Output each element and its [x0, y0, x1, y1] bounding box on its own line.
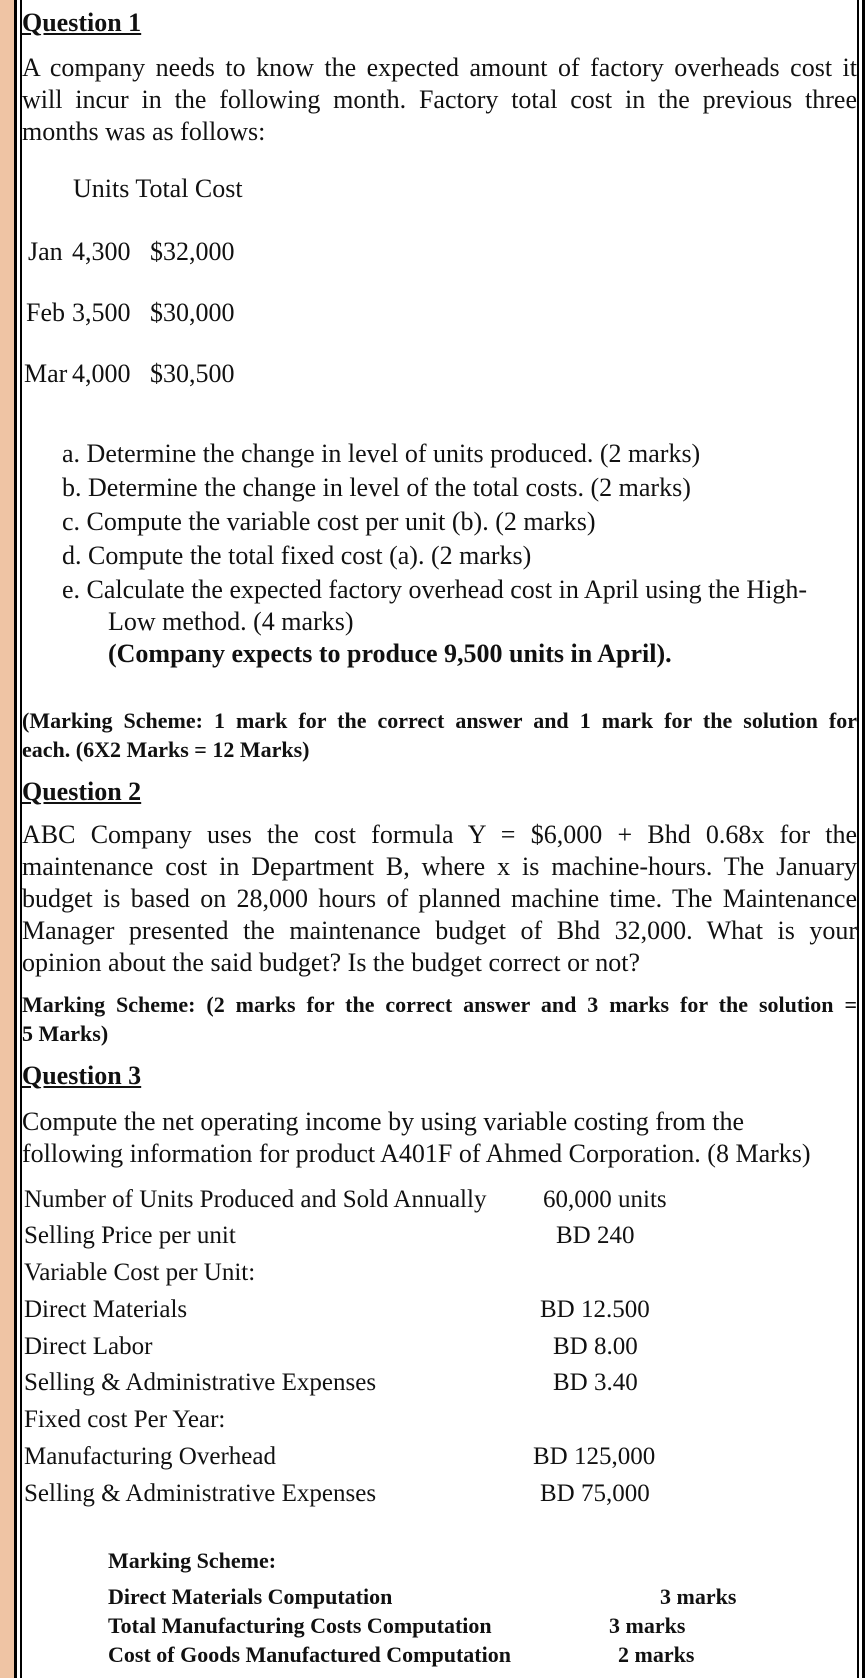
q1-item-e: e. Calculate the expected factory overhead cost in April using the High- — [62, 575, 808, 604]
left-border-outer — [14, 0, 17, 1678]
q1-intro-line: A company needs to know the expected amount of factory overheads cost it — [22, 53, 857, 82]
q3-label: Direct Labor — [24, 1333, 153, 1360]
q3-value: 60,000 units — [543, 1186, 667, 1213]
q3-label: Manufacturing Overhead — [24, 1443, 276, 1470]
question-2-body — [22, 819, 857, 979]
q1-item-d: d. Compute the total fixed cost (a). (2 marks) — [62, 541, 532, 570]
q2-body-line: Manager presented the maintenance budget of Bhd 32,000. What is your — [22, 916, 857, 945]
q2-marking-line: Marking Scheme: (2 marks for the correct answer and 3 marks for the solution = — [22, 992, 857, 1017]
q3-marking-marks: 2 marks — [618, 1642, 695, 1667]
q3-label: Fixed cost Per Year: — [24, 1406, 226, 1433]
q1-row-units: 3,500 — [72, 298, 131, 327]
q1-row-month: Jan — [28, 237, 63, 266]
q1-marking-line: (Marking Scheme: 1 mark for the correct answer and 1 mark for the solution for — [22, 708, 857, 733]
q3-value: BD 240 — [556, 1222, 635, 1249]
q1-item-b: b. Determine the change in level of the total costs. (2 marks) — [62, 473, 691, 502]
q3-label: Variable Cost per Unit: — [24, 1259, 256, 1286]
q1-item-e-continued: Low method. (4 marks) — [108, 607, 354, 636]
question-3-intro — [22, 1106, 811, 1170]
q3-value: BD 12.500 — [540, 1296, 650, 1323]
q1-row-units: 4,300 — [72, 237, 131, 266]
q3-value: BD 75,000 — [540, 1480, 650, 1507]
q1-intro-line: months was as follows: — [22, 117, 266, 146]
q2-body-line: budget is based on 28,000 hours of planned machine time. The Maintenance — [22, 884, 857, 913]
q1-row-cost: $32,000 — [150, 237, 235, 266]
q3-value: BD 3.40 — [553, 1369, 638, 1396]
q1-item-c: c. Compute the variable cost per unit (b). (2 marks) — [62, 507, 596, 536]
q2-marking-line: 5 Marks) — [22, 1021, 109, 1046]
q3-value: BD 125,000 — [533, 1443, 656, 1470]
question-3-heading: Question 3 — [22, 1061, 142, 1090]
q1-marking-line: each. (6X2 Marks = 12 Marks) — [22, 737, 310, 762]
right-border-outer — [862, 0, 865, 1678]
q3-label: Selling & Administrative Expenses — [24, 1480, 377, 1507]
q1-item-list — [62, 438, 807, 670]
q2-body-line: opinion about the said budget? Is the budget correct or not? — [22, 948, 641, 977]
q3-intro-line: following information for product A401F of Ahmed Corporation. (8 Marks) — [22, 1139, 811, 1168]
q3-label: Selling & Administrative Expenses — [24, 1369, 377, 1396]
q1-row-cost: $30,000 — [150, 298, 235, 327]
q1-row-units: 4,000 — [72, 359, 131, 388]
right-border-inner — [857, 0, 859, 1678]
q3-marking-label: Cost of Goods Manufactured Computation — [108, 1642, 511, 1667]
q1-table-header: Units Total Cost — [73, 174, 243, 203]
q1-row-month: Feb — [26, 298, 65, 327]
q3-value: BD 8.00 — [553, 1333, 638, 1360]
q3-marking-marks: 3 marks — [609, 1613, 686, 1638]
q3-marking-label: Total Manufacturing Costs Computation — [108, 1613, 492, 1638]
q3-marking-title: Marking Scheme: — [108, 1548, 277, 1573]
q1-item-a: a. Determine the change in level of units produced. (2 marks) — [62, 439, 701, 468]
q1-row-cost: $30,500 — [150, 359, 235, 388]
q1-row-month: Mar — [24, 359, 68, 388]
q2-body-line: ABC Company uses the cost formula Y = $6,000 + Bhd 0.68x for the — [22, 820, 857, 849]
q3-marking-label: Direct Materials Computation — [108, 1584, 393, 1609]
q3-label: Number of Units Produced and Sold Annually — [24, 1186, 487, 1213]
question-1-intro — [22, 52, 857, 148]
q1-production-note: (Company expects to produce 9,500 units in April). — [108, 639, 672, 668]
q1-intro-line: will incur in the following month. Factory total cost in the previous three — [22, 85, 857, 114]
q3-label: Selling Price per unit — [24, 1222, 236, 1249]
q2-marking-scheme — [22, 990, 857, 1048]
q3-marking-marks: 3 marks — [660, 1584, 737, 1609]
question-2-heading: Question 2 — [22, 777, 142, 806]
q3-label: Direct Materials — [24, 1296, 188, 1323]
q2-body-line: maintenance cost in Department B, where x is machine-hours. The January — [22, 852, 857, 881]
q1-marking-scheme — [22, 706, 857, 764]
q3-intro-line: Compute the net operating income by using variable costing from the — [22, 1107, 745, 1136]
question-1-heading: Question 1 — [22, 8, 142, 37]
left-margin-stripe — [0, 0, 14, 1678]
